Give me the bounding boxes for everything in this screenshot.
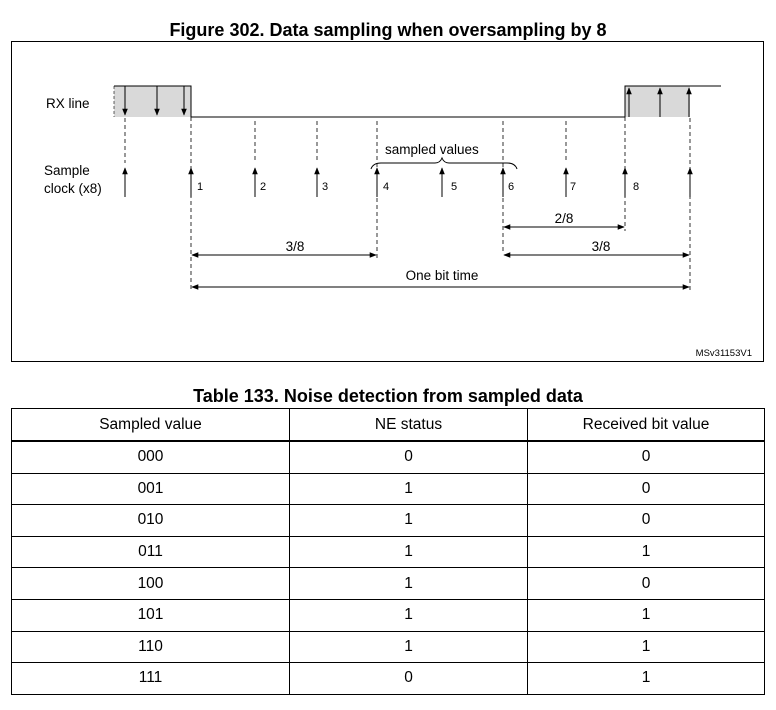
interval-2-8-label: 2/8 <box>554 211 574 226</box>
cell-received-bit: 0 <box>528 441 765 473</box>
table-row <box>12 631 765 663</box>
cell-sampled-value: 111 <box>12 663 290 695</box>
cell-received-bit: 1 <box>528 599 765 631</box>
cell-ne-status: 1 <box>290 631 528 663</box>
cell-received-bit: 1 <box>528 536 765 568</box>
table-row <box>12 568 765 600</box>
timing-diagram-svg <box>11 41 764 362</box>
rx-line-label: RX line <box>46 96 90 111</box>
table-row <box>12 663 765 695</box>
clock-number: 5 <box>451 181 458 193</box>
header-received-bit-value: Received bit value <box>528 409 765 442</box>
cell-ne-status: 1 <box>290 505 528 537</box>
clock-number: 7 <box>570 181 577 193</box>
sampled-values-label: sampled values <box>385 142 479 157</box>
figure-id: MSv31153V1 <box>695 348 752 359</box>
cell-sampled-value: 001 <box>12 473 290 505</box>
clock-number: 2 <box>260 181 267 193</box>
cell-received-bit: 1 <box>528 663 765 695</box>
cell-ne-status: 0 <box>290 441 528 473</box>
cell-sampled-value: 000 <box>12 441 290 473</box>
header-sampled-value: Sampled value <box>12 409 290 442</box>
table-title: Table 133. Noise detection from sampled data <box>193 386 583 406</box>
clock-number: 3 <box>322 181 329 193</box>
figure-title: Figure 302. Data sampling when oversampling by 8 <box>169 20 607 40</box>
cell-ne-status: 1 <box>290 599 528 631</box>
table-row <box>12 441 765 473</box>
cell-sampled-value: 011 <box>12 536 290 568</box>
sample-clock-label-1: Sample <box>44 163 90 178</box>
timing-diagram <box>11 41 764 362</box>
cell-ne-status: 1 <box>290 536 528 568</box>
clock-number: 4 <box>383 181 390 193</box>
cell-received-bit: 0 <box>528 568 765 600</box>
cell-sampled-value: 100 <box>12 568 290 600</box>
table-row <box>12 505 765 537</box>
cell-ne-status: 0 <box>290 663 528 695</box>
header-ne-status: NE status <box>290 409 528 442</box>
table-header-row <box>12 409 765 442</box>
clock-number: 8 <box>633 181 640 193</box>
table-row <box>12 599 765 631</box>
interval-3-8-right-label: 3/8 <box>591 239 611 254</box>
cell-received-bit: 0 <box>528 473 765 505</box>
clock-number: 6 <box>508 181 515 193</box>
cell-sampled-value: 010 <box>12 505 290 537</box>
one-bit-time-label: One bit time <box>405 268 479 283</box>
cell-ne-status: 1 <box>290 568 528 600</box>
cell-received-bit: 1 <box>528 631 765 663</box>
noise-detection-table <box>11 408 765 695</box>
interval-3-8-left-label: 3/8 <box>285 239 305 254</box>
cell-sampled-value: 101 <box>12 599 290 631</box>
cell-ne-status: 1 <box>290 473 528 505</box>
cell-received-bit: 0 <box>528 505 765 537</box>
sample-clock-label-2: clock (x8) <box>44 181 102 196</box>
table-row <box>12 473 765 505</box>
table-row <box>12 536 765 568</box>
clock-number: 1 <box>197 181 204 193</box>
cell-sampled-value: 110 <box>12 631 290 663</box>
